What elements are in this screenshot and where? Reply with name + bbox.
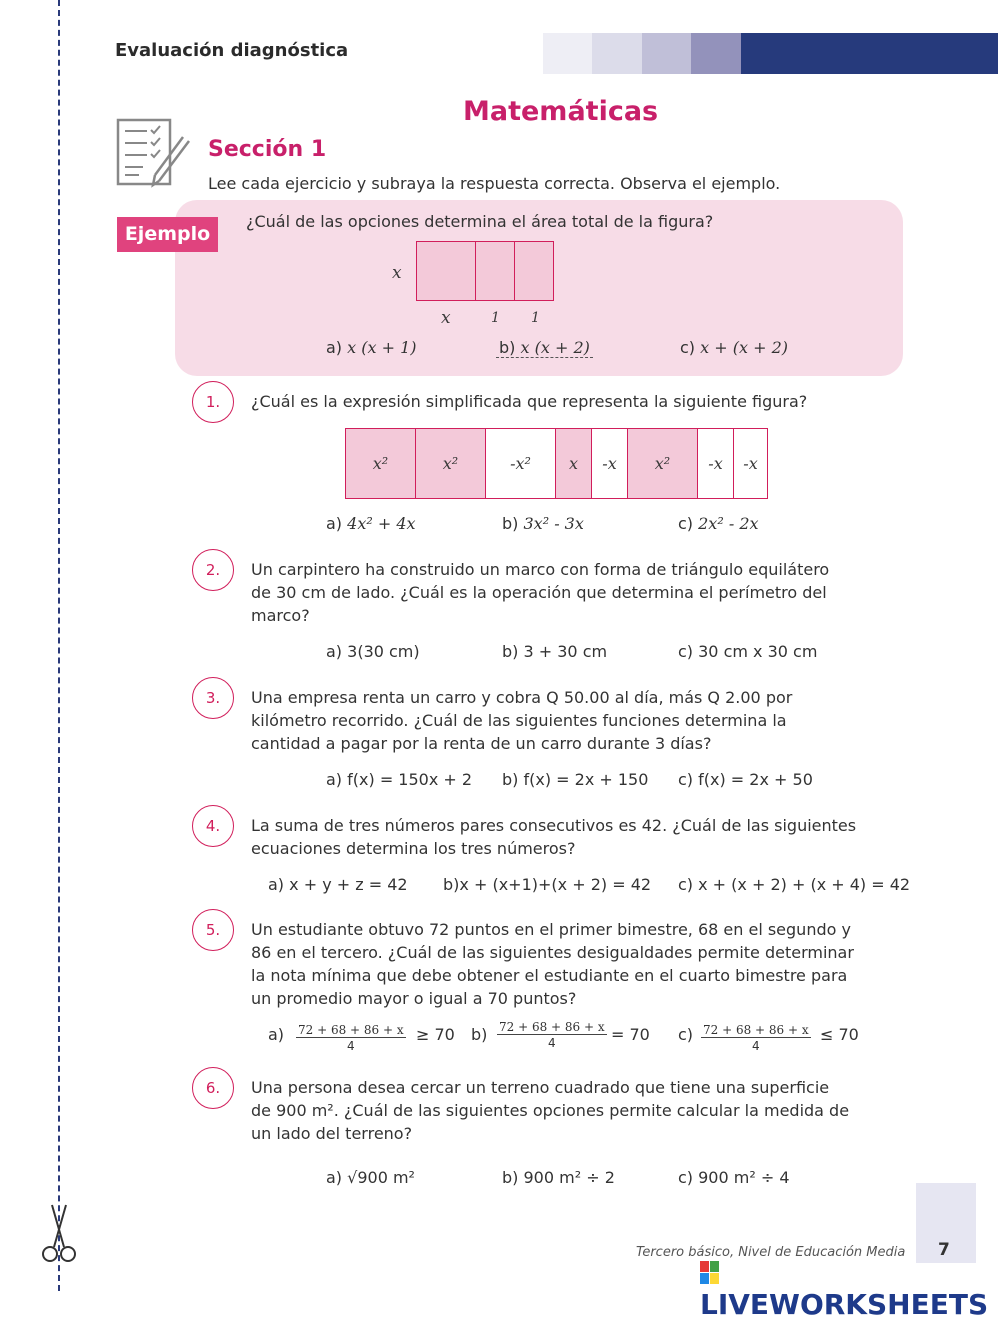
option-b-relation: = 70 bbox=[611, 1025, 650, 1044]
option-a[interactable] bbox=[268, 875, 408, 894]
question-line: la nota mínima que debe obtener el estudiante en el cuarto bimestre para bbox=[251, 966, 848, 985]
question-text: ¿Cuál es la expresión simplificada que representa la siguiente figura? bbox=[251, 392, 808, 411]
header-bar-4 bbox=[691, 33, 741, 74]
option-b[interactable] bbox=[502, 514, 584, 533]
fraction-numerator: 72 + 68 + 86 + x bbox=[298, 1023, 404, 1037]
question-line: un lado del terreno? bbox=[251, 1124, 413, 1143]
fraction bbox=[701, 1023, 811, 1053]
tile: -x bbox=[591, 428, 628, 499]
option-expr: x + (x+1)+(x + 2) = 42 bbox=[459, 875, 652, 894]
tile: -x bbox=[697, 428, 734, 499]
section-instructions: Lee cada ejercicio y subraya la respuesta correcta. Observa el ejemplo. bbox=[208, 174, 781, 193]
cut-line bbox=[58, 0, 60, 1291]
option-prefix: c) bbox=[678, 1168, 699, 1187]
option-expr: √900 m² bbox=[347, 1168, 415, 1187]
option-c[interactable] bbox=[678, 770, 813, 789]
scissors-icon bbox=[40, 1203, 78, 1265]
question-line: de 900 m². ¿Cuál de las siguientes opciones permite calcular la medida de bbox=[251, 1101, 850, 1120]
option-expr: 900 m² ÷ 2 bbox=[523, 1168, 615, 1187]
liveworksheets-badge-icon bbox=[700, 1261, 720, 1285]
liveworksheets-text: LIVEWORKSHEETS bbox=[700, 1288, 989, 1321]
option-c-prefix[interactable]: c) bbox=[678, 1025, 694, 1044]
example-label: Ejemplo bbox=[117, 217, 218, 252]
option-prefix: c) bbox=[680, 338, 701, 357]
header-bar-2 bbox=[592, 33, 642, 74]
option-prefix: a) bbox=[268, 875, 290, 894]
question-number: 5. bbox=[192, 909, 234, 951]
question-line: Una persona desea cercar un terreno cuadrado que tiene una superficie bbox=[251, 1078, 830, 1097]
option-b[interactable] bbox=[502, 1168, 615, 1187]
example-side-label: x bbox=[392, 263, 402, 283]
option-expr: 2x² - 2x bbox=[698, 514, 759, 533]
question-text bbox=[251, 558, 829, 627]
tile: -x² bbox=[485, 428, 556, 499]
tile: -x bbox=[733, 428, 768, 499]
example-bottom-label: 1 bbox=[531, 310, 540, 326]
header-bar-3 bbox=[642, 33, 691, 74]
option-c[interactable] bbox=[678, 642, 817, 661]
fraction-denominator: 4 bbox=[347, 1039, 355, 1053]
option-c[interactable] bbox=[678, 875, 910, 894]
example-bottom-label: 1 bbox=[491, 310, 500, 326]
option-b-prefix[interactable]: b) bbox=[471, 1025, 488, 1044]
example-option-b[interactable] bbox=[496, 338, 593, 358]
subject-title: Matemáticas bbox=[463, 96, 659, 127]
tile: x² bbox=[345, 428, 416, 499]
option-expr: 4x² + 4x bbox=[347, 514, 416, 533]
option-prefix: a) bbox=[326, 1168, 348, 1187]
option-b[interactable] bbox=[502, 642, 607, 661]
example-tile-1a bbox=[475, 241, 515, 301]
option-a-prefix[interactable]: a) bbox=[268, 1025, 285, 1044]
question-text bbox=[251, 918, 854, 1010]
fraction-numerator: 72 + 68 + 86 + x bbox=[703, 1023, 809, 1037]
option-prefix: b) bbox=[502, 770, 524, 789]
example-tile-x bbox=[416, 241, 476, 301]
option-a[interactable] bbox=[326, 642, 420, 661]
option-prefix: b) bbox=[443, 875, 460, 894]
option-prefix: c) bbox=[678, 770, 699, 789]
option-a[interactable] bbox=[326, 1168, 415, 1187]
option-expr: 900 m² ÷ 4 bbox=[698, 1168, 790, 1187]
question-line: Un estudiante obtuvo 72 puntos en el primer bimestre, 68 en el segundo y bbox=[251, 920, 851, 939]
header-title: Evaluación diagnóstica bbox=[115, 40, 349, 61]
option-prefix: c) bbox=[678, 875, 699, 894]
option-prefix: b) bbox=[502, 514, 524, 533]
question-line: Un carpintero ha construido un marco con forma de triángulo equilátero bbox=[251, 560, 830, 579]
option-prefix: b) bbox=[499, 338, 521, 357]
option-expr: f(x) = 150x + 2 bbox=[347, 770, 473, 789]
option-prefix: b) bbox=[502, 1168, 524, 1187]
example-question: ¿Cuál de las opciones determina el área total de la figura? bbox=[246, 212, 714, 231]
question-text bbox=[251, 814, 856, 860]
question-number: 1. bbox=[192, 381, 234, 423]
liveworksheets-logo[interactable] bbox=[700, 1255, 1000, 1321]
example-bottom-label: x bbox=[441, 308, 451, 328]
question-number: 6. bbox=[192, 1067, 234, 1109]
question-line: ecuaciones determina los tres números? bbox=[251, 839, 576, 858]
example-option-a[interactable] bbox=[326, 338, 417, 357]
option-expr: f(x) = 2x + 50 bbox=[698, 770, 813, 789]
option-a[interactable] bbox=[326, 770, 472, 789]
header-bar-1 bbox=[543, 33, 592, 74]
option-prefix: a) bbox=[326, 514, 348, 533]
option-prefix: a) bbox=[326, 642, 348, 661]
example-option-c[interactable] bbox=[680, 338, 788, 357]
question-line: de 30 cm de lado. ¿Cuál es la operación que determina el perímetro del bbox=[251, 583, 827, 602]
option-prefix: a) bbox=[326, 338, 348, 357]
option-expr: x + y + z = 42 bbox=[289, 875, 408, 894]
question-line: Una empresa renta un carro y cobra Q 50.00 al día, más Q 2.00 por bbox=[251, 688, 793, 707]
fraction-denominator: 4 bbox=[548, 1036, 556, 1050]
option-a-relation: ≥ 70 bbox=[416, 1025, 455, 1044]
question-line: 86 en el tercero. ¿Cuál de las siguientes desigualdades permite determinar bbox=[251, 943, 854, 962]
option-prefix: c) bbox=[678, 514, 699, 533]
tile: x² bbox=[415, 428, 486, 499]
question-text bbox=[251, 1076, 849, 1145]
fraction bbox=[296, 1023, 406, 1053]
option-expr: 3x² - 3x bbox=[523, 514, 584, 533]
question-text bbox=[251, 686, 792, 755]
question-line: cantidad a pagar por la renta de un carro durante 3 días? bbox=[251, 734, 712, 753]
page-number: 7 bbox=[938, 1240, 950, 1260]
question-number: 4. bbox=[192, 805, 234, 847]
tile: x bbox=[555, 428, 592, 499]
option-expr: x + (x + 2) bbox=[700, 338, 788, 357]
checklist-icon bbox=[115, 117, 193, 189]
option-c-relation: ≤ 70 bbox=[820, 1025, 859, 1044]
option-a[interactable] bbox=[326, 514, 416, 533]
option-expr: f(x) = 2x + 150 bbox=[523, 770, 649, 789]
question-number: 3. bbox=[192, 677, 234, 719]
section-title: Sección 1 bbox=[208, 137, 327, 162]
header-bar-5 bbox=[741, 33, 998, 74]
question-number: 2. bbox=[192, 549, 234, 591]
fraction-denominator: 4 bbox=[752, 1039, 760, 1053]
example-tile-1b bbox=[514, 241, 554, 301]
option-expr: x (x + 1) bbox=[347, 338, 417, 357]
question-line: un promedio mayor o igual a 70 puntos? bbox=[251, 989, 577, 1008]
option-expr: x + (x + 2) + (x + 4) = 42 bbox=[698, 875, 911, 894]
question-line: kilómetro recorrido. ¿Cuál de las siguientes funciones determina la bbox=[251, 711, 787, 730]
fraction bbox=[497, 1020, 607, 1050]
option-expr: 3(30 cm) bbox=[347, 642, 420, 661]
option-prefix: b) bbox=[502, 642, 524, 661]
footer-text: Tercero básico, Nivel de Educación Media bbox=[636, 1245, 906, 1260]
option-b[interactable] bbox=[502, 770, 648, 789]
option-c[interactable] bbox=[678, 1168, 790, 1187]
option-b[interactable] bbox=[443, 875, 651, 894]
option-c[interactable] bbox=[678, 514, 759, 533]
option-prefix: c) bbox=[678, 642, 699, 661]
question-line: La suma de tres números pares consecutivos es 42. ¿Cuál de las siguientes bbox=[251, 816, 857, 835]
option-prefix: a) bbox=[326, 770, 348, 789]
option-expr: x (x + 2) bbox=[520, 338, 590, 357]
tile: x² bbox=[627, 428, 698, 499]
option-expr: 30 cm x 30 cm bbox=[698, 642, 818, 661]
question-line: marco? bbox=[251, 606, 310, 625]
fraction-numerator: 72 + 68 + 86 + x bbox=[499, 1020, 605, 1034]
option-expr: 3 + 30 cm bbox=[523, 642, 608, 661]
